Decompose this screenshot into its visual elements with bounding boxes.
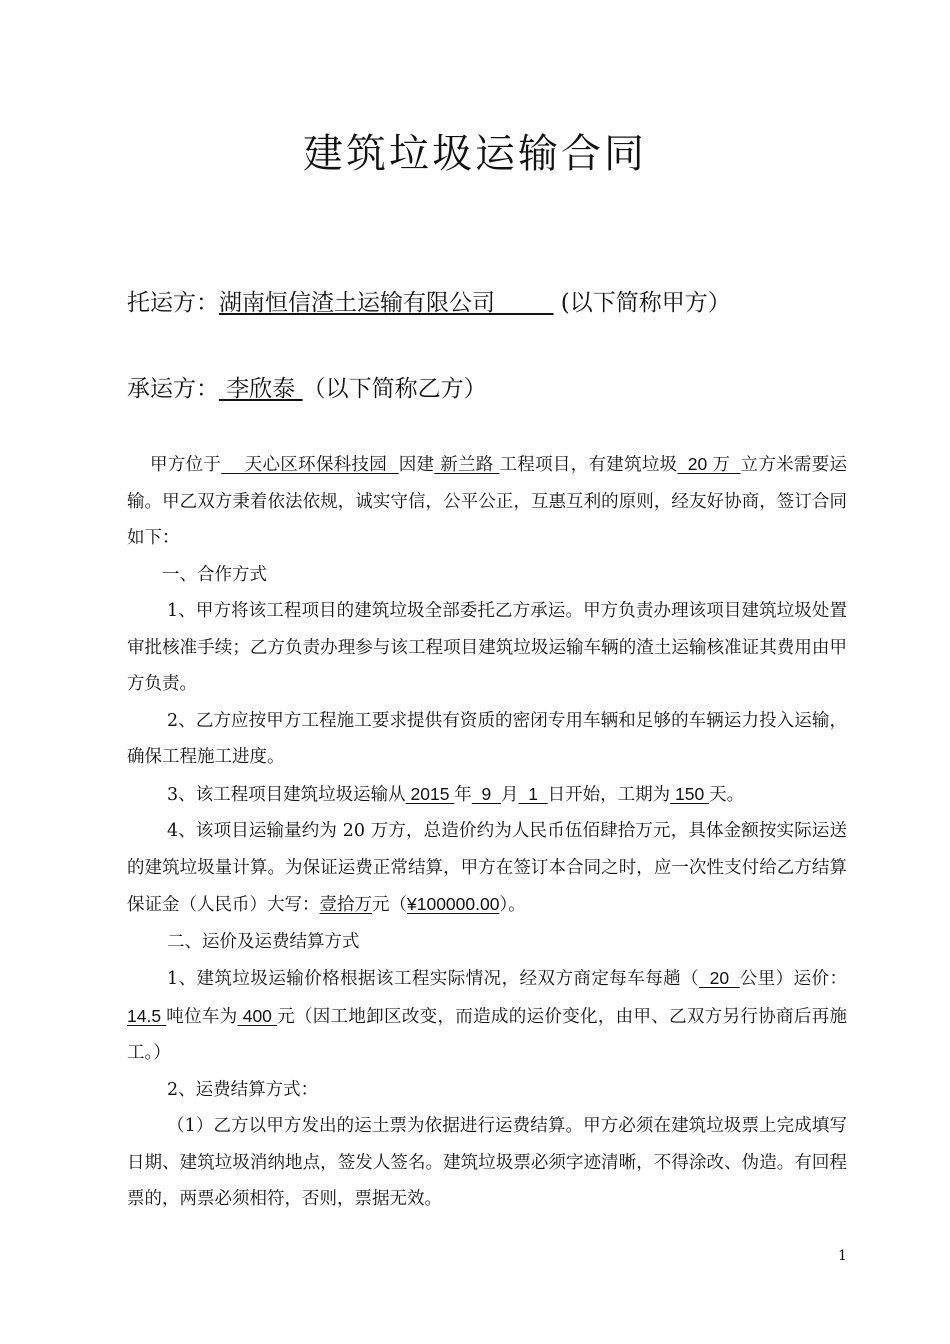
consignor-name: 湖南恒信渣土运输有限公司 <box>219 290 495 316</box>
section2-heading: 二、运价及运费结算方式 <box>167 931 360 952</box>
carrier-label: 承运方： <box>127 376 219 402</box>
consignor-line <box>127 284 731 317</box>
section1-item4: 4、该项目运输量约为 20 万方，总造价约为人民币伍佰肆拾万元，具体金额按实际运送的建筑垃圾量计算。为保证运费正常结算，甲方在签订本合同之时，应一次性支付给乙方结算保证金（人民币）大写：壹拾万元（¥100000.00）。 <box>127 821 847 915</box>
trip-distance: 20 <box>699 968 740 988</box>
project-location: 天心区环保科技园 <box>221 455 399 475</box>
carrier-line <box>127 370 487 403</box>
waste-volume: 20 万 <box>677 454 741 474</box>
start-year: 2015 <box>405 783 455 804</box>
consignor-label: 托运方： <box>127 290 219 316</box>
carrier-suffix: （以下简称乙方） <box>302 376 487 402</box>
deposit-amount-words: 壹拾万 <box>319 895 372 915</box>
section1-item2: 2、乙方应按甲方工程施工要求提供有资质的密闭专用车辆和足够的车辆运力投入运输，确保工程施工进度。 <box>127 710 847 767</box>
duration-days: 150 <box>670 783 710 804</box>
section2-item2-heading: 2、运费结算方式： <box>167 1079 319 1100</box>
start-month: 9 <box>471 783 501 804</box>
start-day: 1 <box>518 783 548 804</box>
carrier-name: 李欣泰 <box>219 376 303 402</box>
consignor-suffix: (以下简称甲方） <box>553 290 731 316</box>
section2-item2-1: （1）乙方以甲方发出的运土票为依据进行运费结算。甲方必须在建筑垃圾票上完成填写日期、建筑垃圾消纳地点，签发人签名。建筑垃圾票必须字迹清晰，不得涂改、伪造。有回程票的，两票必须相符，否则，票据无效。 <box>127 1116 847 1209</box>
page-number: 1 <box>838 1248 847 1264</box>
trip-price: 400 <box>237 1005 278 1026</box>
truck-tonnage: 14.5 <box>127 1005 167 1026</box>
section1-item3: 3、该工程项目建筑垃圾运输从 2015 年 9 月 1 日开始，工期为 150 天。 <box>167 783 745 805</box>
document-title: 建筑垃圾运输合同 <box>303 131 647 177</box>
section1-item1: 1、甲方将该工程项目的建筑垃圾全部委托乙方承运。甲方负责办理该项目建筑垃圾处置审批核准手续；乙方负责办理参与该工程项目建筑垃圾运输车辆的渣土运输核准证其费用由甲方负责。 <box>127 601 847 694</box>
deposit-amount-number: ¥100000.00 <box>407 894 500 914</box>
road-name: 新兰路 <box>434 455 500 475</box>
intro-paragraph: 甲方位于 天心区环保科技园 因建 新兰路 工程项目，有建筑垃圾 20 万 立方米需要运输。甲乙双方秉着依法依规，诚实守信，公平公正，互惠互利的原则，经友好协商，签订合同如下： <box>127 454 848 548</box>
section2-item1: 1、建筑垃圾运输价格根据该工程实际情况，经双方商定每车每趟（ 20 公里）运价：14.5 吨位车为 400 元（因工地卸区改变，而造成的运价变化，由甲、乙双方另行协商后再施工。） <box>127 968 847 1063</box>
contract-body <box>127 446 847 1218</box>
section1-heading: 一、合作方式 <box>162 564 267 585</box>
